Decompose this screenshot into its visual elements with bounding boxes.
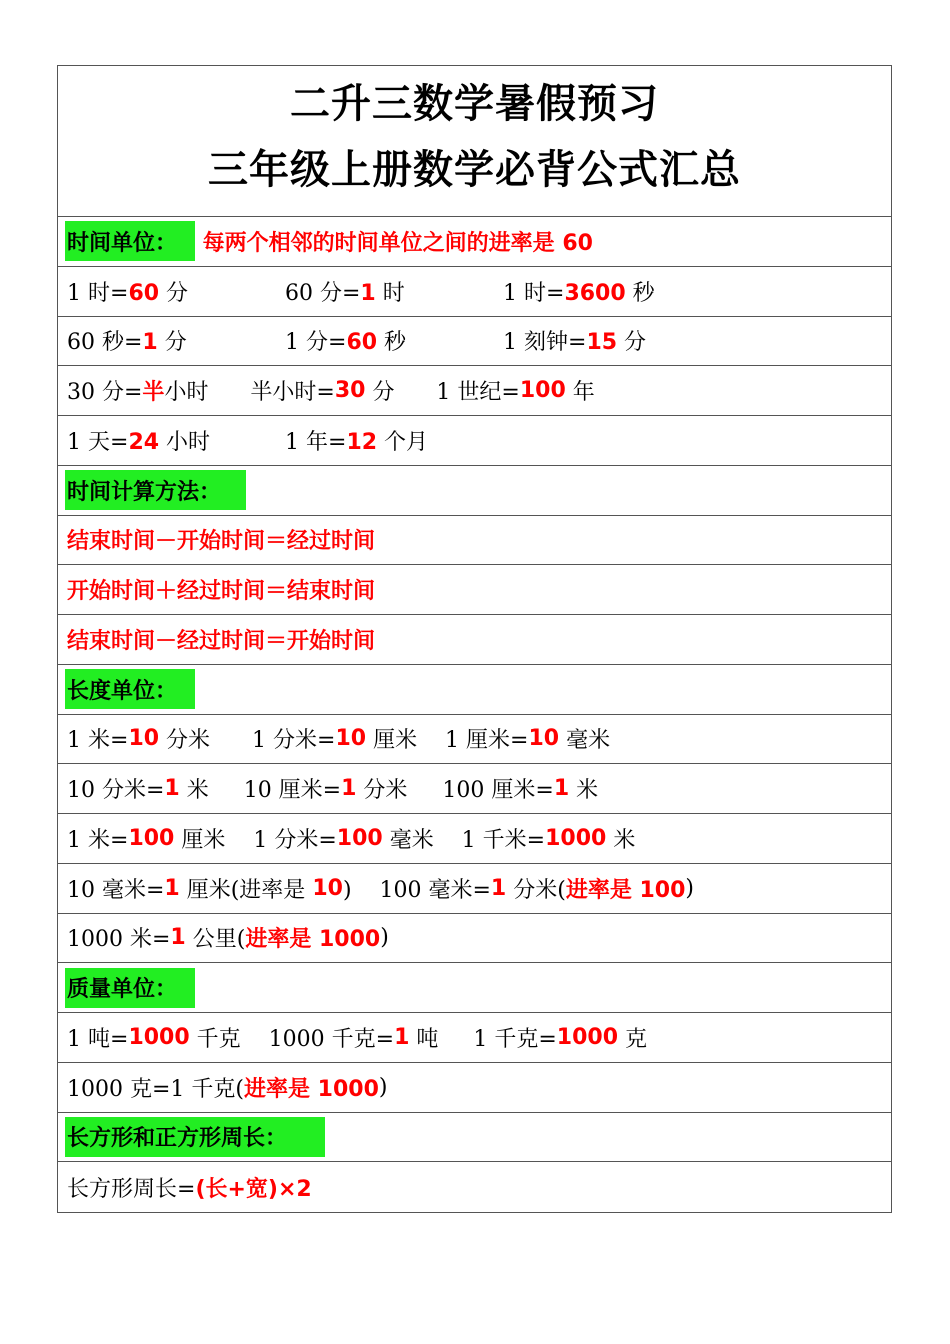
emphasis-value: 开始时间＋经过时间＝结束时间	[67, 579, 376, 605]
emphasis-value: (长+宽)×2	[195, 1176, 312, 1202]
emphasis-value: 3600	[564, 280, 626, 306]
formula-text: )	[685, 875, 694, 901]
emphasis-value: 15	[586, 330, 618, 356]
formula-text: 1 时=	[67, 280, 129, 306]
emphasis-value: 1000	[545, 825, 607, 851]
formula-text: 分	[617, 330, 647, 356]
section-label: 时间计算方法：	[65, 470, 246, 510]
emphasis-value: 1	[170, 925, 186, 951]
formula-text: 吨 1 千克=	[409, 1026, 557, 1052]
emphasis-value: 100	[336, 825, 383, 851]
formula-text: 1 刻钟=	[503, 330, 587, 356]
formula-cell	[285, 325, 503, 356]
formula-text: 千克 1000 千克=	[189, 1026, 395, 1052]
formula-text: 小时	[159, 429, 211, 455]
emphasis-value: 结束时间－开始时间＝经过时间	[67, 529, 376, 555]
section-note: 每两个相邻的时间单位之间的进率是 60	[195, 230, 593, 256]
emphasis-value: 1	[341, 776, 357, 802]
formula-row	[58, 565, 891, 615]
section-header-row	[58, 466, 891, 516]
formula-cell	[503, 325, 646, 356]
formula-text: 小时 半小时=	[164, 380, 335, 406]
emphasis-value: 1	[553, 776, 570, 802]
section-label: 长度单位：	[65, 669, 195, 709]
formula-cell	[285, 425, 503, 456]
formula-text: 分	[157, 330, 187, 356]
formula-text: 1 分=	[285, 330, 347, 356]
emphasis-value: 进率是 1000	[244, 1076, 379, 1102]
emphasis-value: 60	[346, 330, 378, 356]
emphasis-value: 进率是 100	[565, 877, 686, 903]
section-label: 质量单位：	[65, 968, 195, 1008]
section-label: 长方形和正方形周长：	[65, 1117, 325, 1157]
formula-text: 60 分=	[285, 280, 361, 306]
page-subtitle: 三年级上册数学必背公式汇总	[208, 147, 741, 193]
formula-row	[58, 1162, 891, 1212]
emphasis-value: 1000	[556, 1024, 618, 1050]
formula-text: 个月	[377, 429, 429, 455]
formula-row	[58, 416, 891, 466]
formula-text: 分米 1 分米=	[159, 728, 336, 754]
emphasis-value: 60	[128, 280, 160, 306]
emphasis-value: 1	[394, 1024, 410, 1050]
emphasis-value: 12	[346, 429, 378, 455]
formula-row	[58, 615, 891, 665]
formula-text: 1000 克=1 千克(	[67, 1076, 244, 1102]
emphasis-value: 1	[164, 875, 180, 901]
emphasis-value: 24	[128, 429, 160, 455]
formula-text: 克	[618, 1026, 647, 1052]
formula-text: 长方形周长=	[67, 1176, 196, 1202]
formula-text: 1 米=	[67, 728, 129, 754]
emphasis-value: 10	[528, 726, 560, 752]
emphasis-value: 进率是 1000	[245, 927, 381, 953]
formula-text: 公里(	[185, 927, 246, 953]
formula-text: 1 吨=	[67, 1026, 129, 1052]
formula-text: 秒	[377, 330, 407, 356]
formula-text: 1000 米=	[67, 927, 171, 953]
formula-text: 米	[569, 778, 599, 804]
formula-row	[58, 914, 891, 964]
formula-text: 米 10 厘米=	[179, 778, 342, 804]
emphasis-value: 1000	[128, 1024, 190, 1050]
formula-text: 1 米=	[67, 827, 129, 853]
formula-text: 1 年=	[285, 429, 347, 455]
formula-rows	[58, 217, 891, 1212]
emphasis-value: 10	[312, 875, 343, 901]
emphasis-value: 10	[335, 726, 367, 752]
emphasis-value: 100	[519, 378, 566, 404]
formula-sheet	[57, 65, 892, 1213]
formula-text: )	[380, 925, 389, 951]
formula-text: 分米 100 厘米=	[356, 778, 554, 804]
formula-row	[58, 516, 891, 566]
emphasis-value: 30	[334, 378, 366, 404]
formula-cell	[503, 276, 655, 307]
formula-text: 10 毫米=	[67, 877, 165, 903]
formula-text: ) 100 毫米=	[342, 877, 491, 903]
formula-row	[58, 317, 891, 367]
formula-text: 60 秒=	[67, 330, 143, 356]
formula-row	[58, 864, 891, 914]
section-header-row	[58, 963, 891, 1013]
section-header-row	[58, 665, 891, 715]
section-label: 时间单位：	[65, 221, 195, 261]
formula-row	[58, 1013, 891, 1063]
formula-cell	[67, 325, 285, 356]
emphasis-value: 半	[142, 380, 165, 406]
formula-row	[58, 715, 891, 765]
emphasis-value: 1	[490, 875, 507, 901]
formula-cell	[285, 276, 503, 307]
formula-text: 毫米	[559, 728, 611, 754]
formula-text: 厘米 1 厘米=	[366, 728, 529, 754]
emphasis-value: 100	[128, 825, 175, 851]
formula-text: 米	[606, 827, 636, 853]
formula-text: 分米(	[506, 877, 566, 903]
formula-text: 秒	[625, 280, 655, 306]
formula-row	[58, 366, 891, 416]
emphasis-value: 结束时间－经过时间＝开始时间	[67, 628, 376, 654]
formula-text: 1 时=	[503, 280, 565, 306]
emphasis-value: 1	[142, 330, 158, 356]
title-block	[58, 66, 891, 217]
formula-text: 时	[375, 280, 405, 306]
formula-row	[58, 814, 891, 864]
formula-row	[58, 267, 891, 317]
emphasis-value: 10	[128, 726, 160, 752]
formula-text: 厘米 1 分米=	[174, 827, 337, 853]
emphasis-value: 1	[360, 280, 376, 306]
formula-text: )	[378, 1074, 388, 1100]
section-header-row	[58, 1113, 891, 1163]
section-header-row	[58, 217, 891, 267]
formula-text: 厘米(进率是	[179, 877, 313, 903]
formula-text: 分 1 世纪=	[365, 380, 520, 406]
emphasis-value: 1	[164, 776, 180, 802]
formula-cell	[67, 276, 285, 307]
formula-row	[58, 1063, 891, 1113]
formula-text: 10 分米=	[67, 778, 165, 804]
formula-text: 1 天=	[67, 429, 129, 455]
formula-row	[58, 764, 891, 814]
formula-text: 毫米 1 千米=	[382, 827, 546, 853]
formula-cell	[67, 425, 285, 456]
formula-text: 年	[565, 380, 595, 406]
page-title: 二升三数学暑假预习	[290, 81, 659, 127]
formula-text: 分	[159, 280, 189, 306]
formula-text: 30 分=	[67, 380, 143, 406]
